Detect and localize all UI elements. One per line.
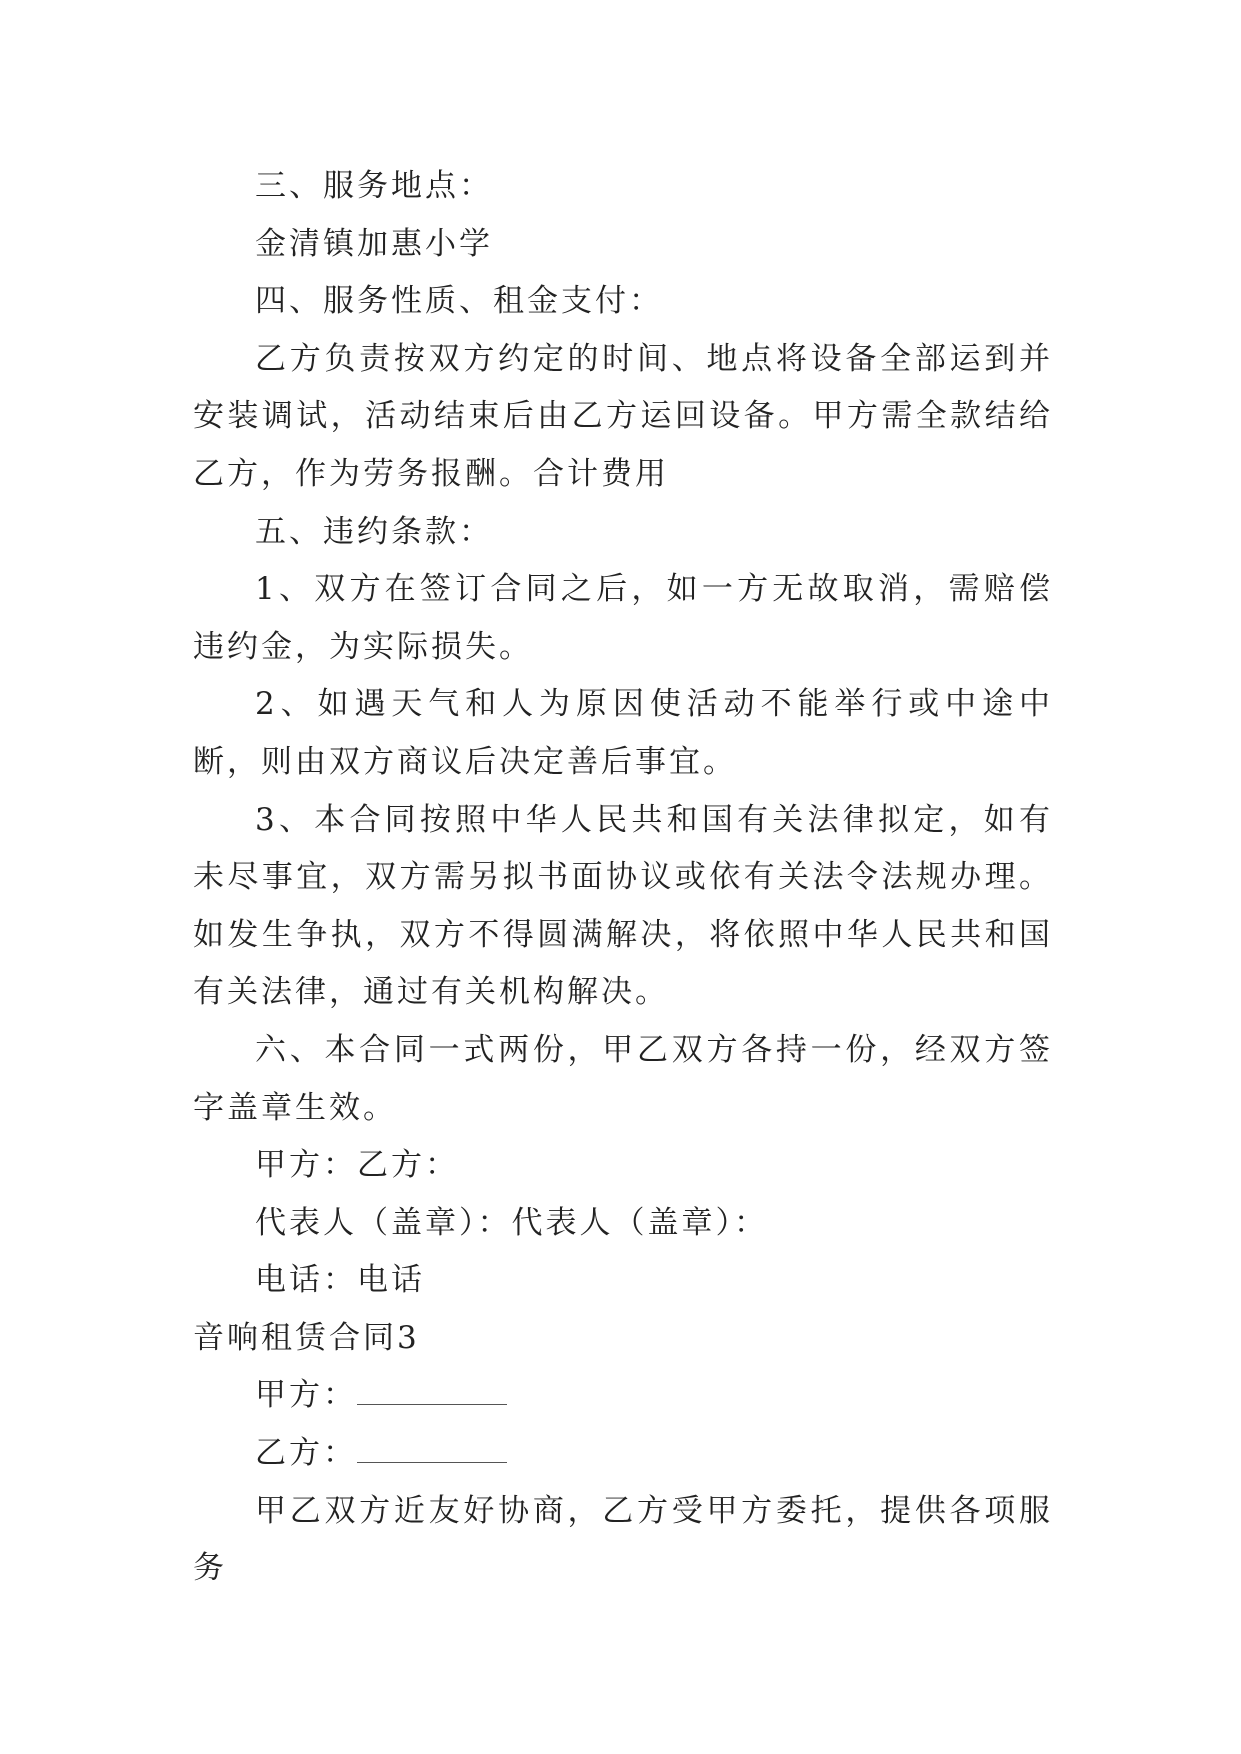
party-b-label: 乙方： (255, 1435, 357, 1472)
signature-parties-line: 甲方：乙方： (255, 1147, 459, 1184)
party-a-line (193, 1367, 1053, 1425)
section-heading-service-location: 三、服务地点： (255, 168, 493, 204)
breach-term-1: 1、双方在签订合同之后，如一方无故取消，需赔偿违约金，为实际损失。 (193, 571, 1053, 665)
intro-paragraph: 甲乙双方近友好协商，乙方受甲方委托，提供各项服务 (193, 1492, 1053, 1587)
party-b-blank (357, 1428, 507, 1463)
document-body (193, 158, 1053, 1598)
signature-phone-line: 电话：电话 (255, 1262, 425, 1299)
signature-representatives-line: 代表人（盖章）：代表人（盖章）： (255, 1204, 768, 1241)
section-heading-breach-terms: 五、违约条款： (255, 513, 493, 550)
contract-section-title: 音响租赁合同3 (193, 1319, 420, 1356)
party-a-label: 甲方： (255, 1377, 357, 1414)
party-b-line (193, 1425, 1053, 1483)
service-location-value: 金清镇加惠小学 (255, 225, 493, 262)
breach-term-2: 2、如遇天气和人为原因使活动不能举行或中途中断，则由双方商议后决定善后事宜。 (193, 686, 1053, 780)
section-heading-service-nature: 四、服务性质、租金支付： (255, 283, 663, 320)
service-nature-paragraph: 乙方负责按双方约定的时间、地点将设备全部运到并安装调试，活动结束后由乙方运回设备。甲方需全款结给乙方，作为劳务报酬。合计费用 (193, 340, 1053, 492)
breach-term-3: 3、本合同按照中华人民共和国有关法律拟定，如有未尽事宜，双方需另拟书面协议或依有关法令法规办理。如发生争执，双方不得圆满解决，将依照中华人民共和国有关法律，通过有关机构解决。 (193, 801, 1053, 1011)
copies-clause: 六、本合同一式两份，甲乙双方各持一份，经双方签字盖章生效。 (193, 1031, 1053, 1126)
party-a-blank (357, 1370, 507, 1405)
